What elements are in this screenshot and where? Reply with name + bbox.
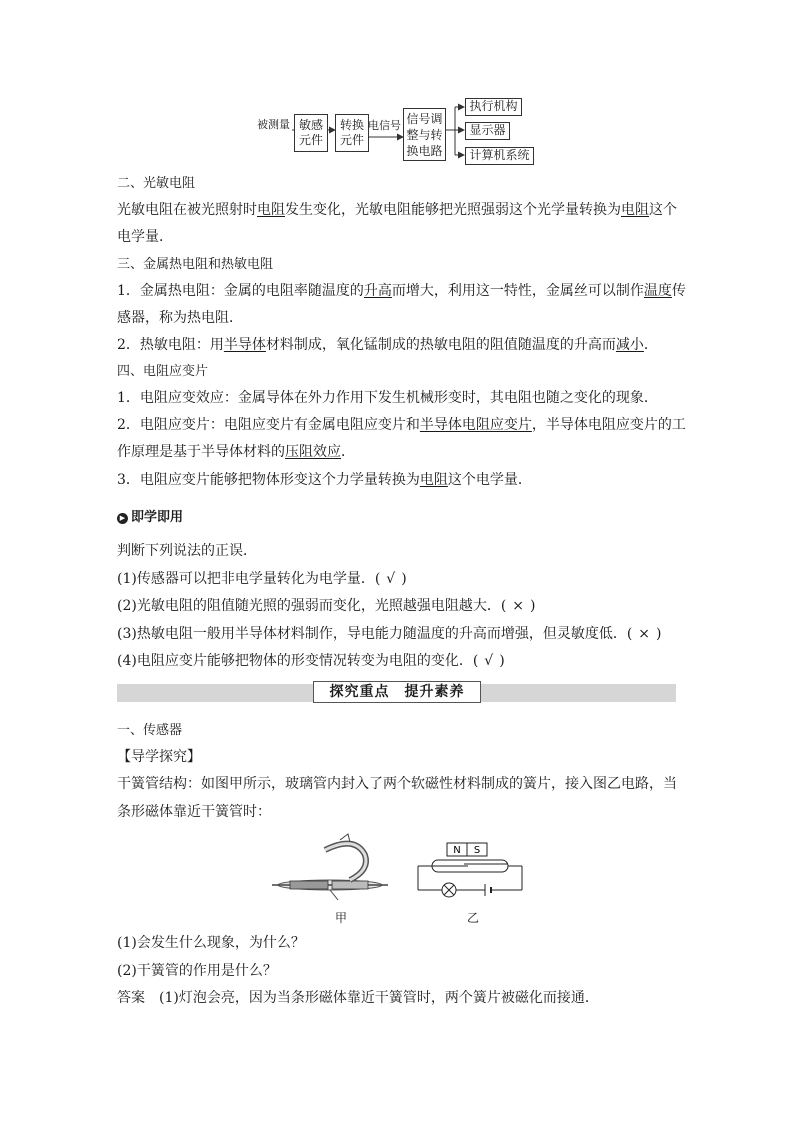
signal-label: 电信号 (368, 119, 401, 132)
paragraph-line: 2．电阻应变片：电阻应变片有金属电阻应变片和半导体电阻应变片，半导体电阻应变片的工 (117, 417, 686, 433)
section-heading-strain: 四、电阻应变片 (117, 364, 209, 379)
play-circle-icon: ▶ (117, 513, 128, 524)
answer-cross-mark: × (638, 626, 651, 642)
section-heading-photoresistor: 二、光敏电阻 (117, 176, 196, 191)
answer-check-mark: √ (484, 653, 494, 669)
magnet-n-label: N (453, 845, 461, 856)
reed-switch-circuit (412, 842, 530, 902)
output-box-actuator: 执行机构 (465, 98, 522, 116)
answer-cross-mark: × (512, 598, 525, 614)
answer-check-mark: √ (386, 571, 396, 587)
section-heading-sensor: 一、传感器 (117, 723, 183, 738)
subheading-guided-inquiry: 【导学探究】 (117, 749, 201, 765)
answer-label: 答案 (117, 990, 145, 1006)
figure-caption-b: 乙 (467, 911, 480, 925)
paragraph-line: 1．金属热电阻：金属的电阻率随温度的升高而增大，利用这一特性，金属丝可以制作温度传 (117, 283, 686, 299)
practice-item: (3)热敏电阻一般用半导体材料制作，导电能力随温度的升高而增强，但灵敏度低．( × ) (117, 626, 662, 642)
sensor-element-box: 敏感 元件 (294, 114, 328, 152)
paragraph-line: 条形磁体靠近干簧管时： (117, 804, 271, 820)
reed-switch-photo (270, 830, 390, 905)
question-line: (2)干簧管的作用是什么？ (117, 963, 277, 979)
question-line: (1)会发生什么现象，为什么？ (117, 935, 305, 951)
magnet-s-label: S (473, 845, 481, 856)
convert-element-box: 转换 元件 (335, 114, 369, 152)
answer-line (117, 988, 599, 1008)
section-banner-title: 探究重点 提升素养 (313, 681, 481, 703)
paragraph-line: 干簧管结构：如图甲所示，玻璃管内封入了两个软磁性材料制成的簧片，接入图乙电路，当 (117, 776, 677, 792)
figure-caption-a: 甲 (335, 911, 348, 925)
paragraph-line: 作原理是基于半导体材料的压阻效应． (117, 444, 355, 460)
output-box-display: 显示器 (465, 122, 510, 140)
paragraph-line: 感器，称为热电阻． (117, 310, 243, 326)
practice-item: (4)电阻应变片能够把物体的形变情况转变为电阻的变化．( √ ) (117, 653, 505, 669)
practice-intro: 判断下列说法的正误． (117, 543, 257, 559)
paragraph-line: 2．热敏电阻：用半导体材料制成，氧化锰制成的热敏电阻的阻值随温度的升高而减小． (117, 337, 658, 353)
paragraph-line: 1．电阻应变效应：金属导体在外力作用下发生机械形变时，其电阻也随之变化的现象． (117, 390, 658, 406)
section-heading-thermal: 三、金属热电阻和热敏电阻 (117, 257, 274, 272)
paragraph-line: 光敏电阻在被光照射时电阻发生变化，光敏电阻能够把光照强弱这个光学量转换为电阻这个 (117, 202, 677, 218)
paragraph-line: 电学量． (117, 229, 173, 245)
input-label: 被测量 (257, 118, 290, 131)
paragraph-line: 3．电阻应变片能够把物体形变这个力学量转换为电阻这个电学量． (117, 472, 532, 488)
practice-item: (2)光敏电阻的阻值随光照的强弱而变化，光照越强电阻越大．( × ) (117, 598, 536, 614)
answer-text: (1)灯泡会亮，因为当条形磁体靠近干簧管时，两个簧片被磁化而接通． (159, 990, 599, 1006)
practice-item: (1)传感器可以把非电学量转化为电学量．( √ ) (117, 571, 407, 587)
output-box-computer: 计算机系统 (465, 147, 534, 165)
practice-title: ▶ 即学即用 (117, 509, 183, 527)
signal-circuit-box: 信号调 整与转 换电路 (403, 108, 446, 161)
